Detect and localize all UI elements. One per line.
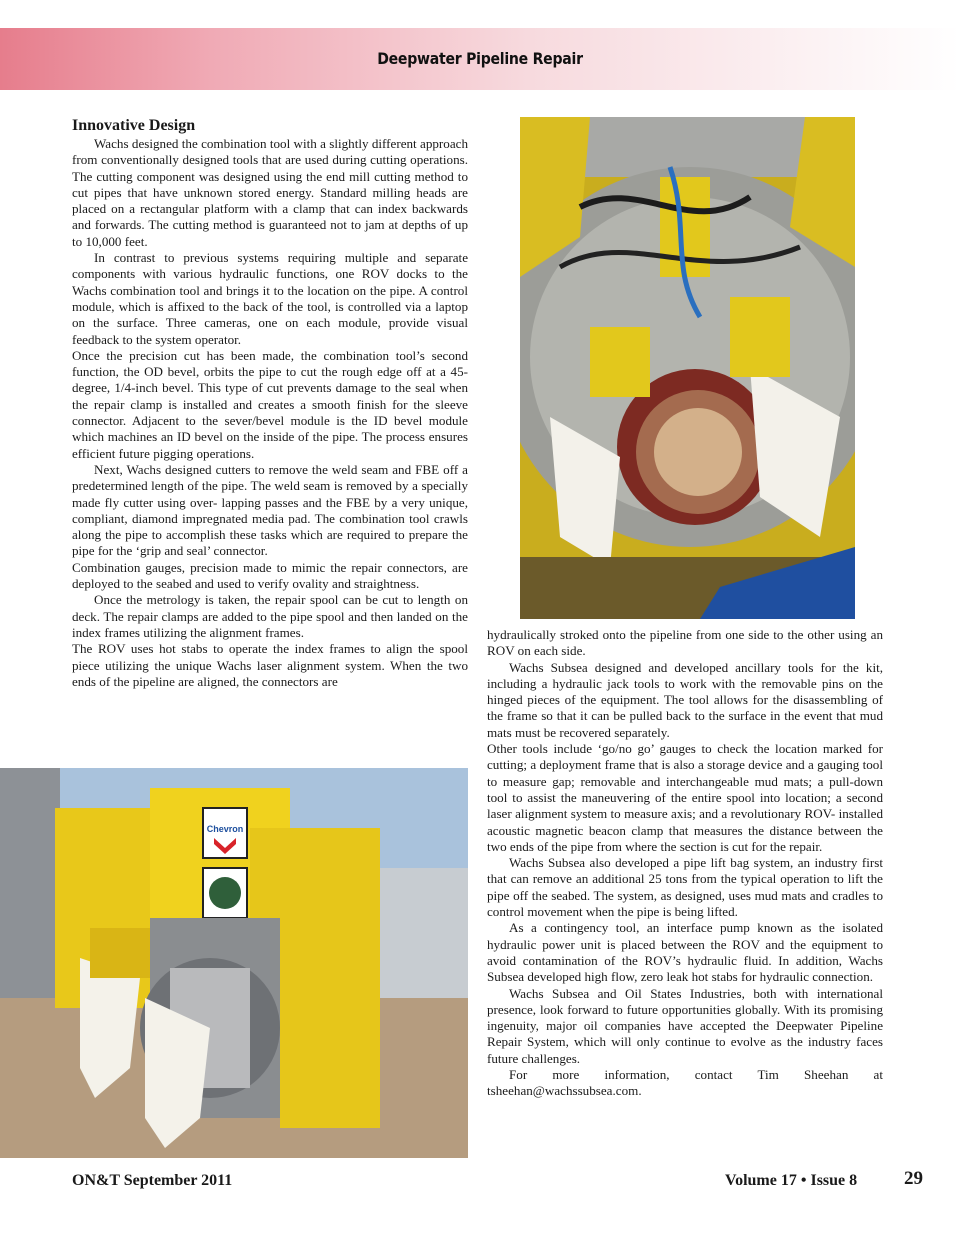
cutting-tool-photo bbox=[520, 117, 855, 619]
chevron-badge-text: Chevron bbox=[206, 824, 244, 834]
paragraph: Wachs designed the combination tool with a slightly different approach from conventionally designed tools that are used during cutting operations. The cutting component was designed using the end mill cutting method to cut pipes that have unknown stored energy. Standard milling heads are placed on a rectangular platform with a clamp that can index backwards and forwards. The cutting method is guaranteed not to jam at depths of up to 10,000 feet. bbox=[72, 136, 468, 249]
page-number: 29 bbox=[904, 1168, 923, 1189]
paragraph: For more information, contact Tim Sheehan at tsheehan@wachssubsea.com. bbox=[487, 1067, 883, 1099]
paragraph: Once the precision cut has been made, the combination tool’s second function, the OD bevel, orbits the pipe to cut the rough edge off at a 45-degree, 1/4-inch bevel. This type of cut prevents damage to the seal when the repair clamp is installed and creates a smooth finish for the sleeve connector. Adjacent to the sever/bevel module is the ID bevel module which machines an ID bevel on the inside of the pipe. The process ensures efficient future pigging operations. bbox=[72, 347, 468, 461]
paragraph: Combination gauges, precision made to mimic the repair connectors, are deployed to the seabed and used to verify ovality and straightness. bbox=[72, 559, 468, 592]
paragraph: In contrast to previous systems requiring multiple and separate components with various hydraulic functions, one ROV docks to the Wachs combination tool and brings it to the location on the pipe. A control module, which is affixed to the back of the tool, is controlled via a laptop on the surface. Three cameras, one on each module, provide visual feedback to the system operator. bbox=[72, 250, 468, 347]
paragraph: hydraulically stroked onto the pipeline from one side to the other using an ROV on each side. bbox=[487, 627, 883, 659]
section-title: Deepwater Pipeline Repair bbox=[377, 49, 583, 68]
paragraph: Wachs Subsea and Oil States Industries, both with international presence, look forward to future opportunities globally. With its promising ingenuity, major oil companies have accepted the Deepwater Pipeline Repair System, which will only continue to evolve as the industry faces future challenges. bbox=[487, 985, 883, 1066]
article-heading: Innovative Design bbox=[72, 117, 196, 134]
section-banner bbox=[0, 28, 960, 90]
paragraph: The ROV uses hot stabs to operate the index frames to align the spool piece utilizing the unique Wachs laser alignment system. When the two ends of the pipeline are aligned, the connectors are bbox=[72, 641, 468, 689]
paragraph: Wachs Subsea also developed a pipe lift bag system, an industry first that can remove an additional 25 tons from the typical operation to lift the pipe off the seabed. The system, as designed, uses mud mats and cradles to control movement when the pipe is being lifted. bbox=[487, 855, 883, 920]
combination-tool-illustration bbox=[0, 768, 468, 1158]
cutting-tool-illustration bbox=[520, 117, 855, 619]
article-column-left bbox=[72, 116, 468, 690]
paragraph: As a contingency tool, an interface pump known as the isolated hydraulic power unit is placed between the ROV and the equipment to avoid contamination of the ROV’s hydraulic fluid. In addition, Wachs Subsea developed high flow, zero leak hot stabs for hydraulic connection. bbox=[487, 920, 883, 985]
article-column-right bbox=[487, 627, 883, 1100]
paragraph: Once the metrology is taken, the repair spool can be cut to length on deck. The repair clamps are added to the pipe spool and then landed on the index frames utilizing the alignment frames. bbox=[72, 592, 468, 640]
volume-issue: Volume 17 • Issue 8 bbox=[725, 1172, 858, 1189]
publication-footer: ON&T September 2011 bbox=[72, 1172, 233, 1189]
paragraph: Next, Wachs designed cutters to remove the weld seam and FBE off a predetermined length of the pipe. The weld seam is removed by a specially made fly cutter using over- lapping passes and the FBE by a very unique, compliant, diamond impregnated media pad. The combination tool crawls along the pipe to accomplish these tasks which are required to prepare the pipe for the ‘grip and seal’ connector. bbox=[72, 461, 468, 559]
paragraph: Other tools include ‘go/no go’ gauges to check the location marked for cutting; a deployment frame that is also a storage device and a gauging tool to measure gap; removable and interchangeable mud mats; a pull-down tool to assist the maneuvering of the entire spool into location; a second laser alignment system to measure axis; and a revolutionary ROV- installed acoustic magnetic beacon clamp that measures the distance between the two ends of the pipe from where the section is cut for the repair. bbox=[487, 741, 883, 854]
combination-tool-photo bbox=[0, 768, 468, 1158]
paragraph: Wachs Subsea designed and developed ancillary tools for the kit, including a hydraulic jack tools to work with the removable pins on the hinged pieces of the equipment. The tool allows for the disassembling of the frame so that it can be pulled back to the surface in the event that mud mats must be recovered separately. bbox=[487, 659, 883, 740]
